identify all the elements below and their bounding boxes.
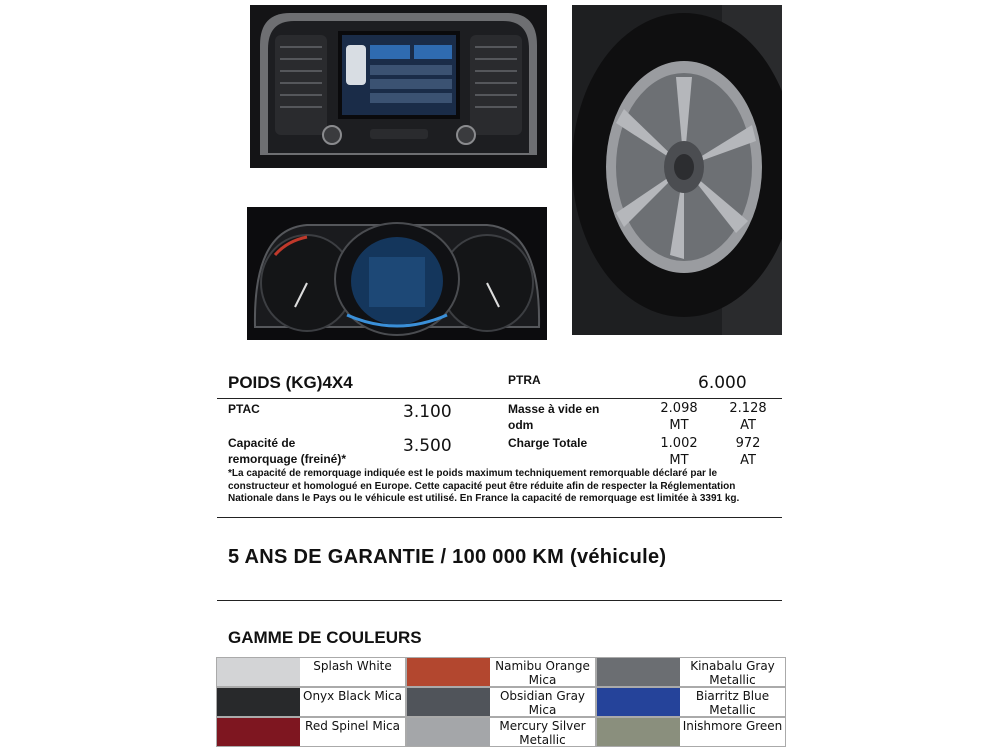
color-chip bbox=[217, 688, 300, 716]
weights-heading: POIDS (KG)4X4 bbox=[228, 373, 353, 392]
ptra-value: 6.000 bbox=[698, 373, 747, 393]
section-divider-1 bbox=[217, 517, 782, 518]
color-chip bbox=[597, 718, 680, 746]
masse-at-value: 2.128 bbox=[729, 401, 767, 416]
capacite-label: Capacité de remorquage (freiné)* bbox=[228, 436, 347, 466]
capacite-value: 3.500 bbox=[403, 436, 452, 456]
warranty-text: 5 ANS DE GARANTIE / 100 000 KM (véhicule) bbox=[228, 546, 667, 568]
charge-at-unit: AT bbox=[740, 453, 756, 468]
masse-mt-value: 2.098 bbox=[660, 401, 698, 416]
color-chip bbox=[597, 688, 680, 716]
color-item bbox=[216, 657, 406, 687]
color-chip bbox=[407, 658, 490, 686]
color-item bbox=[406, 717, 596, 747]
masse-at-unit: AT bbox=[740, 418, 756, 433]
weights-divider bbox=[217, 398, 782, 399]
color-item bbox=[596, 687, 786, 717]
color-item bbox=[596, 657, 786, 687]
color-name: Kinabalu Gray Metallic bbox=[690, 659, 775, 687]
color-name: Biarritz Blue Metallic bbox=[695, 689, 770, 717]
color-item bbox=[216, 717, 406, 747]
color-chip bbox=[597, 658, 680, 686]
colors-heading: GAMME DE COULEURS bbox=[228, 628, 422, 647]
charge-mt-value: 1.002 bbox=[660, 436, 698, 451]
color-chip bbox=[407, 718, 490, 746]
color-item bbox=[216, 687, 406, 717]
ptra-label: PTRA bbox=[508, 373, 541, 387]
color-item bbox=[596, 717, 786, 747]
color-name: Splash White bbox=[313, 659, 392, 673]
color-row bbox=[216, 657, 782, 687]
infotainment-photo bbox=[250, 5, 547, 168]
color-chip bbox=[217, 718, 300, 746]
ptac-label: PTAC bbox=[228, 402, 260, 416]
towing-footnote: *La capacité de remorquage indiquée est le poids maximum techniquement remorquable déclaré par le constructeur et homologué en Europe. Cette capacité peut être réduite afin de respecter la Réglementation Nationale dans le Pays ou le véhicule est utilisé. En France la capacité de remorquage est limitée à 3391 kg. bbox=[228, 468, 740, 504]
masse-label: Masse à vide en odm bbox=[508, 402, 600, 432]
color-row bbox=[216, 717, 782, 747]
color-name: Onyx Black Mica bbox=[303, 689, 402, 703]
color-chip bbox=[217, 658, 300, 686]
section-divider-2 bbox=[217, 600, 782, 601]
color-swatch-grid bbox=[216, 657, 782, 747]
charge-mt-unit: MT bbox=[669, 453, 689, 468]
color-item bbox=[406, 657, 596, 687]
color-name: Obsidian Gray Mica bbox=[499, 689, 586, 717]
color-item bbox=[406, 687, 596, 717]
color-chip bbox=[407, 688, 490, 716]
color-name: Inishmore Green bbox=[682, 719, 783, 733]
color-row bbox=[216, 687, 782, 717]
charge-label: Charge Totale bbox=[508, 436, 588, 450]
masse-mt-unit: MT bbox=[669, 418, 689, 433]
wheel-photo bbox=[572, 5, 782, 335]
color-name: Mercury Silver Metallic bbox=[499, 719, 586, 747]
ptac-value: 3.100 bbox=[403, 402, 452, 422]
charge-at-value: 972 bbox=[735, 436, 761, 451]
color-name: Red Spinel Mica bbox=[305, 719, 400, 733]
instrument-cluster-photo bbox=[247, 207, 547, 340]
color-name: Namibu Orange Mica bbox=[495, 659, 590, 687]
